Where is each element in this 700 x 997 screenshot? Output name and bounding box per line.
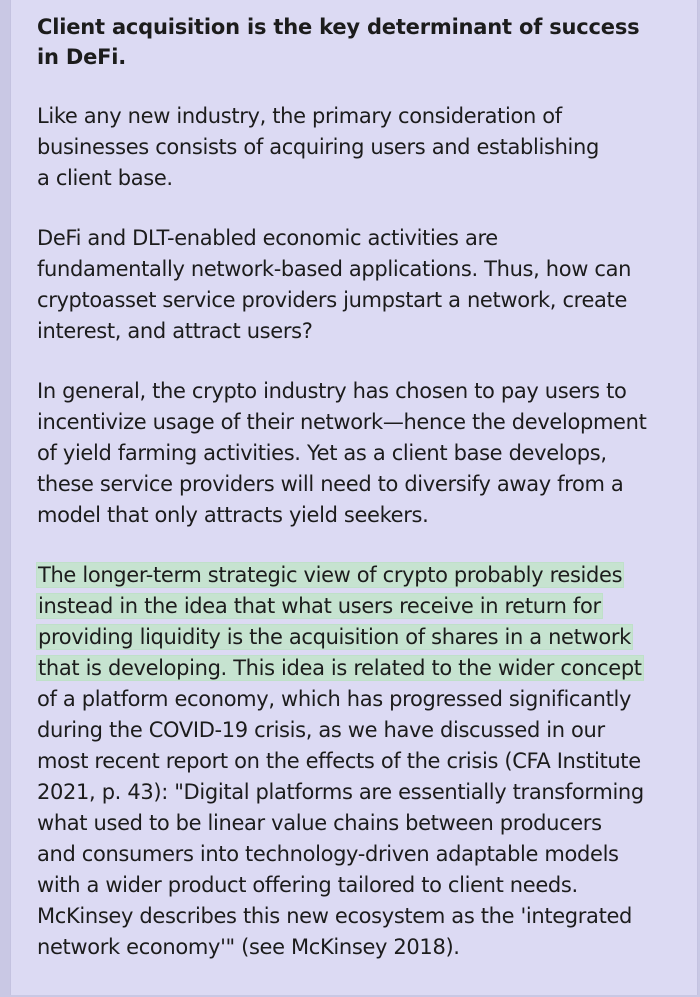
paragraph-4 — [37, 560, 693, 963]
text-line: model that only attracts yield seekers. — [37, 503, 429, 527]
document-content — [37, 12, 693, 963]
text-line: a client base. — [37, 166, 173, 190]
text-line: of yield farming activities. Yet as a client base develops, — [37, 441, 607, 465]
text-line: during the COVID-19 crisis, as we have discussed in our — [37, 718, 605, 742]
text-line: In general, the crypto industry has chosen to pay users to — [37, 379, 627, 403]
text-line: McKinsey describes this new ecosystem as the 'integrated — [37, 904, 633, 928]
text-line: 2021, p. 43): "Digital platforms are essentially transforming — [37, 780, 644, 804]
text-line: cryptoasset service providers jumpstart a network, create — [37, 288, 628, 312]
text-line: of a platform economy, which has progressed significantly — [37, 687, 632, 711]
highlighted-text-line: instead in the idea that what users receive in return for — [38, 594, 601, 618]
heading-line: Client acquisition is the key determinant of success — [37, 15, 640, 39]
document-page — [10, 0, 698, 995]
text-line: and consumers into technology-driven adaptable models — [37, 842, 619, 866]
text-line: network economy'" (see McKinsey 2018). — [37, 935, 460, 959]
text-line: with a wider product offering tailored to client needs. — [37, 873, 578, 897]
highlighted-text-line: The longer-term strategic view of crypto probably resides — [38, 563, 623, 587]
paragraph-3 — [37, 376, 693, 531]
text-line: incentivize usage of their network—hence the development — [37, 410, 647, 434]
text-line: these service providers will need to diversify away from a — [37, 472, 624, 496]
highlighted-text-line: providing liquidity is the acquisition of shares in a network — [38, 625, 631, 649]
section-heading — [37, 12, 693, 72]
heading-line: in DeFi. — [37, 45, 127, 69]
highlighted-text-line: that is developing. This idea is related to the wider concept — [38, 656, 642, 680]
text-line: most recent report on the effects of the crisis (CFA Institute — [37, 749, 641, 773]
text-line: Like any new industry, the primary consideration of — [37, 104, 562, 128]
text-line: what used to be linear value chains between producers — [37, 811, 602, 835]
text-line: interest, and attract users? — [37, 319, 313, 343]
text-line: DeFi and DLT-enabled economic activities are — [37, 226, 498, 250]
paragraph-2 — [37, 223, 693, 347]
text-line: fundamentally network-based applications. Thus, how can — [37, 257, 632, 281]
text-line: businesses consists of acquiring users and establishing — [37, 135, 599, 159]
paragraph-1 — [37, 101, 693, 194]
